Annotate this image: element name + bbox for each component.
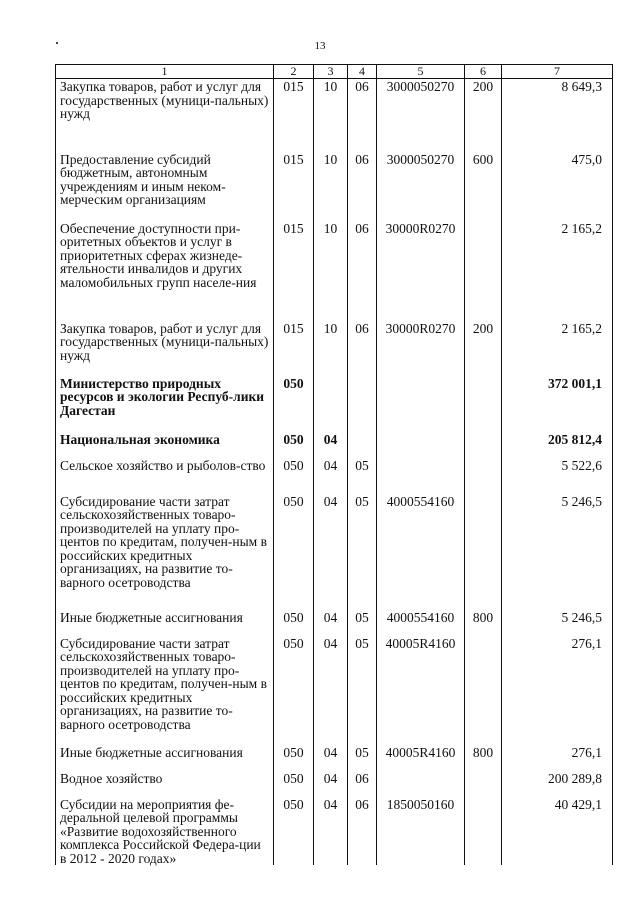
ministry-code: 050 xyxy=(274,453,314,489)
amount: 5 522,6 xyxy=(502,453,613,489)
section-code: 04 xyxy=(314,427,348,453)
target-code xyxy=(377,766,465,792)
section-code: 10 xyxy=(314,147,348,216)
table-row xyxy=(56,216,613,316)
amount: 276,1 xyxy=(502,740,613,766)
expense-type-code: 200 xyxy=(465,316,502,371)
ministry-code: 050 xyxy=(274,766,314,792)
row-name: Закупка товаров, работ и услуг для государственных (муници-пальных) нужд xyxy=(56,79,274,147)
ministry-code: 015 xyxy=(274,147,314,216)
subsection-code: 06 xyxy=(348,79,377,147)
ministry-code: 050 xyxy=(274,605,314,631)
row-name: Субсидирование части затрат сельскохозяйственных товаро-производителей на уплату про-центов по кредитам, получен-ным в российских кредитных организациях, на развитие то-варного осетроводства xyxy=(56,631,274,740)
target-code: 4000554160 xyxy=(377,489,465,605)
amount: 8 649,3 xyxy=(502,79,613,147)
target-code: 4000554160 xyxy=(377,605,465,631)
target-code: 3000050270 xyxy=(377,147,465,216)
column-header: 2 xyxy=(274,65,314,79)
expense-type-code xyxy=(465,792,502,866)
target-code xyxy=(377,371,465,427)
table-row xyxy=(56,631,613,740)
table-row xyxy=(56,740,613,766)
expense-type-code xyxy=(465,371,502,427)
table-row xyxy=(56,79,613,147)
scan-speck xyxy=(56,42,58,44)
table-row xyxy=(56,766,613,792)
row-name: Сельское хозяйство и рыболов-ство xyxy=(56,453,274,489)
section-code: 04 xyxy=(314,631,348,740)
table-row xyxy=(56,147,613,216)
section-code: 04 xyxy=(314,792,348,866)
target-code: 30000R0270 xyxy=(377,316,465,371)
expense-type-code: 800 xyxy=(465,605,502,631)
table-row xyxy=(56,371,613,427)
subsection-code: 05 xyxy=(348,489,377,605)
section-code: 10 xyxy=(314,316,348,371)
column-header: 5 xyxy=(377,65,465,79)
subsection-code: 05 xyxy=(348,605,377,631)
column-header: 6 xyxy=(465,65,502,79)
table-row xyxy=(56,489,613,605)
table-row xyxy=(56,427,613,453)
amount: 200 289,8 xyxy=(502,766,613,792)
subsection-code: 05 xyxy=(348,740,377,766)
subsection-code: 06 xyxy=(348,316,377,371)
table-row xyxy=(56,316,613,371)
row-name: Субсидирование части затрат сельскохозяйственных товаро-производителей на уплату про-центов по кредитам, получен-ным в российских кредитных организациях, на развитие то-варного осетроводства xyxy=(56,489,274,605)
section-code: 04 xyxy=(314,766,348,792)
ministry-code: 050 xyxy=(274,371,314,427)
ministry-code: 050 xyxy=(274,427,314,453)
ministry-code: 050 xyxy=(274,489,314,605)
ministry-code: 050 xyxy=(274,792,314,866)
column-header: 3 xyxy=(314,65,348,79)
row-name: Обеспечение доступности при-оритетных объектов и услуг в приоритетных сферах жизнеде-ятельности инвалидов и других маломобильных групп населе-ния xyxy=(56,216,274,316)
column-header: 1 xyxy=(56,65,274,79)
ministry-code: 050 xyxy=(274,631,314,740)
amount: 205 812,4 xyxy=(502,427,613,453)
ministry-code: 015 xyxy=(274,216,314,316)
row-name: Национальная экономика xyxy=(56,427,274,453)
row-name: Иные бюджетные ассигнования xyxy=(56,740,274,766)
subsection-code: 06 xyxy=(348,792,377,866)
ministry-code: 050 xyxy=(274,740,314,766)
ministry-code: 015 xyxy=(274,316,314,371)
expense-type-code xyxy=(465,427,502,453)
expense-type-code xyxy=(465,766,502,792)
budget-table xyxy=(55,64,613,865)
subsection-code: 05 xyxy=(348,453,377,489)
amount: 372 001,1 xyxy=(502,371,613,427)
expense-type-code: 600 xyxy=(465,147,502,216)
header-row xyxy=(56,65,613,79)
row-name: Иные бюджетные ассигнования xyxy=(56,605,274,631)
table-row xyxy=(56,453,613,489)
subsection-code xyxy=(348,371,377,427)
section-code: 04 xyxy=(314,740,348,766)
section-code: 04 xyxy=(314,489,348,605)
target-code: 30000R0270 xyxy=(377,216,465,316)
row-name: Министерство природных ресурсов и экологии Респуб-лики Дагестан xyxy=(56,371,274,427)
amount: 276,1 xyxy=(502,631,613,740)
table-row xyxy=(56,792,613,866)
subsection-code: 05 xyxy=(348,631,377,740)
subsection-code: 06 xyxy=(348,216,377,316)
section-code xyxy=(314,371,348,427)
amount: 5 246,5 xyxy=(502,489,613,605)
amount: 2 165,2 xyxy=(502,216,613,316)
expense-type-code xyxy=(465,216,502,316)
row-name: Предоставление субсидий бюджетным, автономным учреждениям и иным неком-мерческим организациям xyxy=(56,147,274,216)
amount: 40 429,1 xyxy=(502,792,613,866)
target-code xyxy=(377,427,465,453)
expense-type-code xyxy=(465,453,502,489)
section-code: 10 xyxy=(314,79,348,147)
expense-type-code: 800 xyxy=(465,740,502,766)
expense-type-code xyxy=(465,489,502,605)
ministry-code: 015 xyxy=(274,79,314,147)
row-name: Субсидии на мероприятия фе-деральной целевой программы «Развитие водохозяйственного комплекса Российской Федера-ции в 2012 - 2020 годах» xyxy=(56,792,274,866)
target-code: 40005R4160 xyxy=(377,631,465,740)
row-name: Водное хозяйство xyxy=(56,766,274,792)
page-number: 13 xyxy=(314,40,326,52)
amount: 2 165,2 xyxy=(502,316,613,371)
subsection-code: 06 xyxy=(348,766,377,792)
table-row xyxy=(56,605,613,631)
column-header: 7 xyxy=(502,65,613,79)
section-code: 10 xyxy=(314,216,348,316)
subsection-code xyxy=(348,427,377,453)
expense-type-code xyxy=(465,631,502,740)
amount: 5 246,5 xyxy=(502,605,613,631)
subsection-code: 06 xyxy=(348,147,377,216)
expense-type-code: 200 xyxy=(465,79,502,147)
target-code: 1850050160 xyxy=(377,792,465,866)
amount: 475,0 xyxy=(502,147,613,216)
row-name: Закупка товаров, работ и услуг для государственных (муници-пальных) нужд xyxy=(56,316,274,371)
column-header: 4 xyxy=(348,65,377,79)
target-code xyxy=(377,453,465,489)
section-code: 04 xyxy=(314,453,348,489)
target-code: 3000050270 xyxy=(377,79,465,147)
section-code: 04 xyxy=(314,605,348,631)
target-code: 40005R4160 xyxy=(377,740,465,766)
